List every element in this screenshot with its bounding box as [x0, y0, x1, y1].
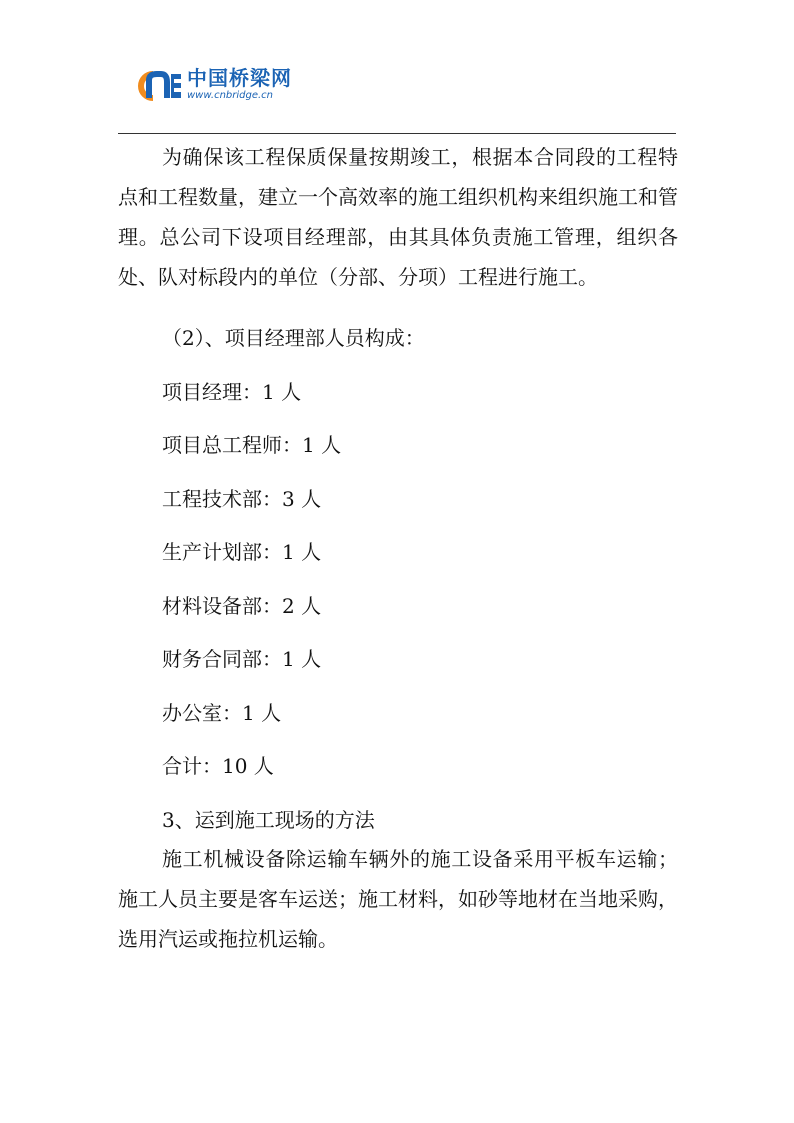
- staff-item: 项目经理：1 人: [162, 380, 302, 404]
- transport-paragraph: 施工机械设备除运输车辆外的施工设备采用平板车运输；施工人员主要是客车运送；施工材料，如砂等地材在当地采购，选用汽运或拖拉机运输。: [118, 847, 678, 951]
- staff-item: 财务合同部：1 人: [162, 647, 322, 671]
- staff-item: 办公室：1 人: [162, 701, 282, 725]
- logo-title: 中国桥梁网: [187, 66, 292, 90]
- bridge-logo-icon: [135, 68, 183, 104]
- staff-total: 合计：10 人: [162, 754, 274, 778]
- staff-item: 项目总工程师：1 人: [162, 433, 342, 457]
- header-divider: [118, 133, 676, 134]
- section3-heading: 3、运到施工现场的方法: [162, 808, 375, 832]
- staff-item: 材料设备部：2 人: [162, 594, 322, 618]
- section-heading: （2）、项目经理部人员构成：: [162, 326, 425, 350]
- staff-item: 工程技术部：3 人: [162, 487, 322, 511]
- logo-url: www.cnbridge.cn: [187, 90, 274, 101]
- staff-item: 生产计划部：1 人: [162, 540, 322, 564]
- intro-paragraph: 为确保该工程保质保量按期竣工，根据本合同段的工程特点和工程数量，建立一个高效率的施工组织机构来组织施工和管理。总公司下设项目经理部，由其具体负责施工管理，组织各处、队对标段内的单位（分部、分项）工程进行施工。: [118, 145, 678, 289]
- site-header: [135, 60, 435, 110]
